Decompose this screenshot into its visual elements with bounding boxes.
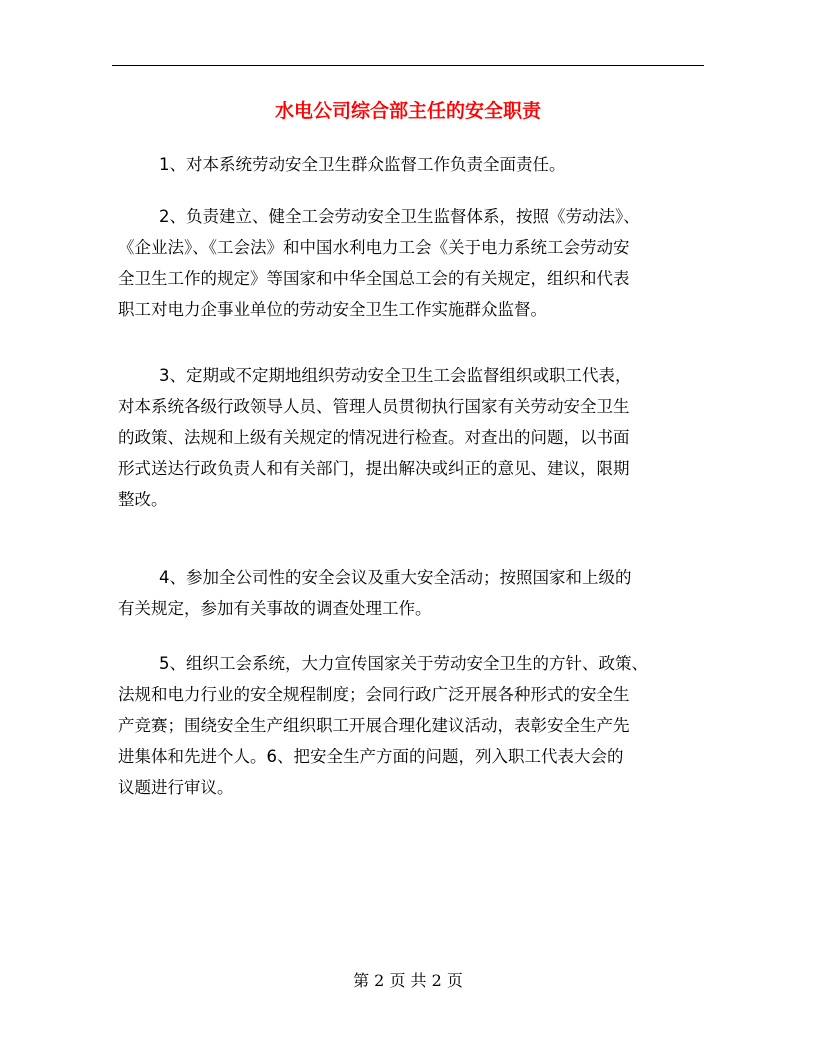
paragraph-line: 整改。: [118, 490, 168, 509]
header-rule: [112, 65, 704, 66]
paragraph-2: [118, 201, 710, 325]
paragraph-1: [118, 149, 710, 180]
paragraph-line: 的政策、法规和上级有关规定的情况进行检查。对查出的问题，以书面: [118, 428, 630, 447]
paragraph-5: [118, 648, 710, 803]
paragraph-line: 3、定期或不定期地组织劳动安全卫生工会监督组织或职工代表，: [159, 366, 632, 385]
paragraph-line: 议题进行审议。: [118, 778, 234, 797]
paragraph-line: 进集体和先进个人。6、把安全生产方面的问题，列入职工代表大会的: [118, 747, 624, 766]
paragraph-line: 对本系统各级行政领导人员、管理人员贯彻执行国家有关劳动安全卫生: [118, 397, 630, 416]
document-title: 水电公司综合部主任的安全职责: [274, 100, 541, 122]
paragraph-line: 法规和电力行业的安全规程制度；会同行政广泛开展各种形式的安全生: [118, 685, 630, 704]
paragraph-line: 4、参加全公司性的安全会议及重大安全活动；按照国家和上级的: [159, 568, 632, 587]
paragraph-line: 1、对本系统劳动安全卫生群众监督工作负责全面责任。: [159, 155, 566, 174]
paragraph-line: 有关规定，参加有关事故的调查处理工作。: [118, 599, 432, 618]
paragraph-line: 产竞赛；围绕安全生产组织职工开展合理化建议活动，表彰安全生产先: [118, 716, 630, 735]
paragraph-line: 全卫生工作的规定》等国家和中华全国总工会的有关规定，组织和代表: [118, 269, 630, 288]
paragraph-line: 职工对电力企事业单位的劳动安全卫生工作实施群众监督。: [118, 300, 547, 319]
page-number-footer: 第 2 页 共 2 页: [353, 971, 463, 990]
paragraph-line: 5、组织工会系统，大力宣传国家关于劳动安全卫生的方针、政策、: [159, 654, 648, 673]
paragraph-line: 2、负责建立、健全工会劳动安全卫生监督体系，按照《劳动法》、: [159, 207, 640, 226]
paragraph-line: 形式送达行政负责人和有关部门，提出解决或纠正的意见、建议，限期: [118, 459, 630, 478]
paragraph-3: [118, 360, 710, 515]
paragraph-line: 《企业法》、《工会法》和中国水利电力工会《关于电力系统工会劳动安: [118, 238, 630, 257]
paragraph-4: [118, 562, 710, 624]
